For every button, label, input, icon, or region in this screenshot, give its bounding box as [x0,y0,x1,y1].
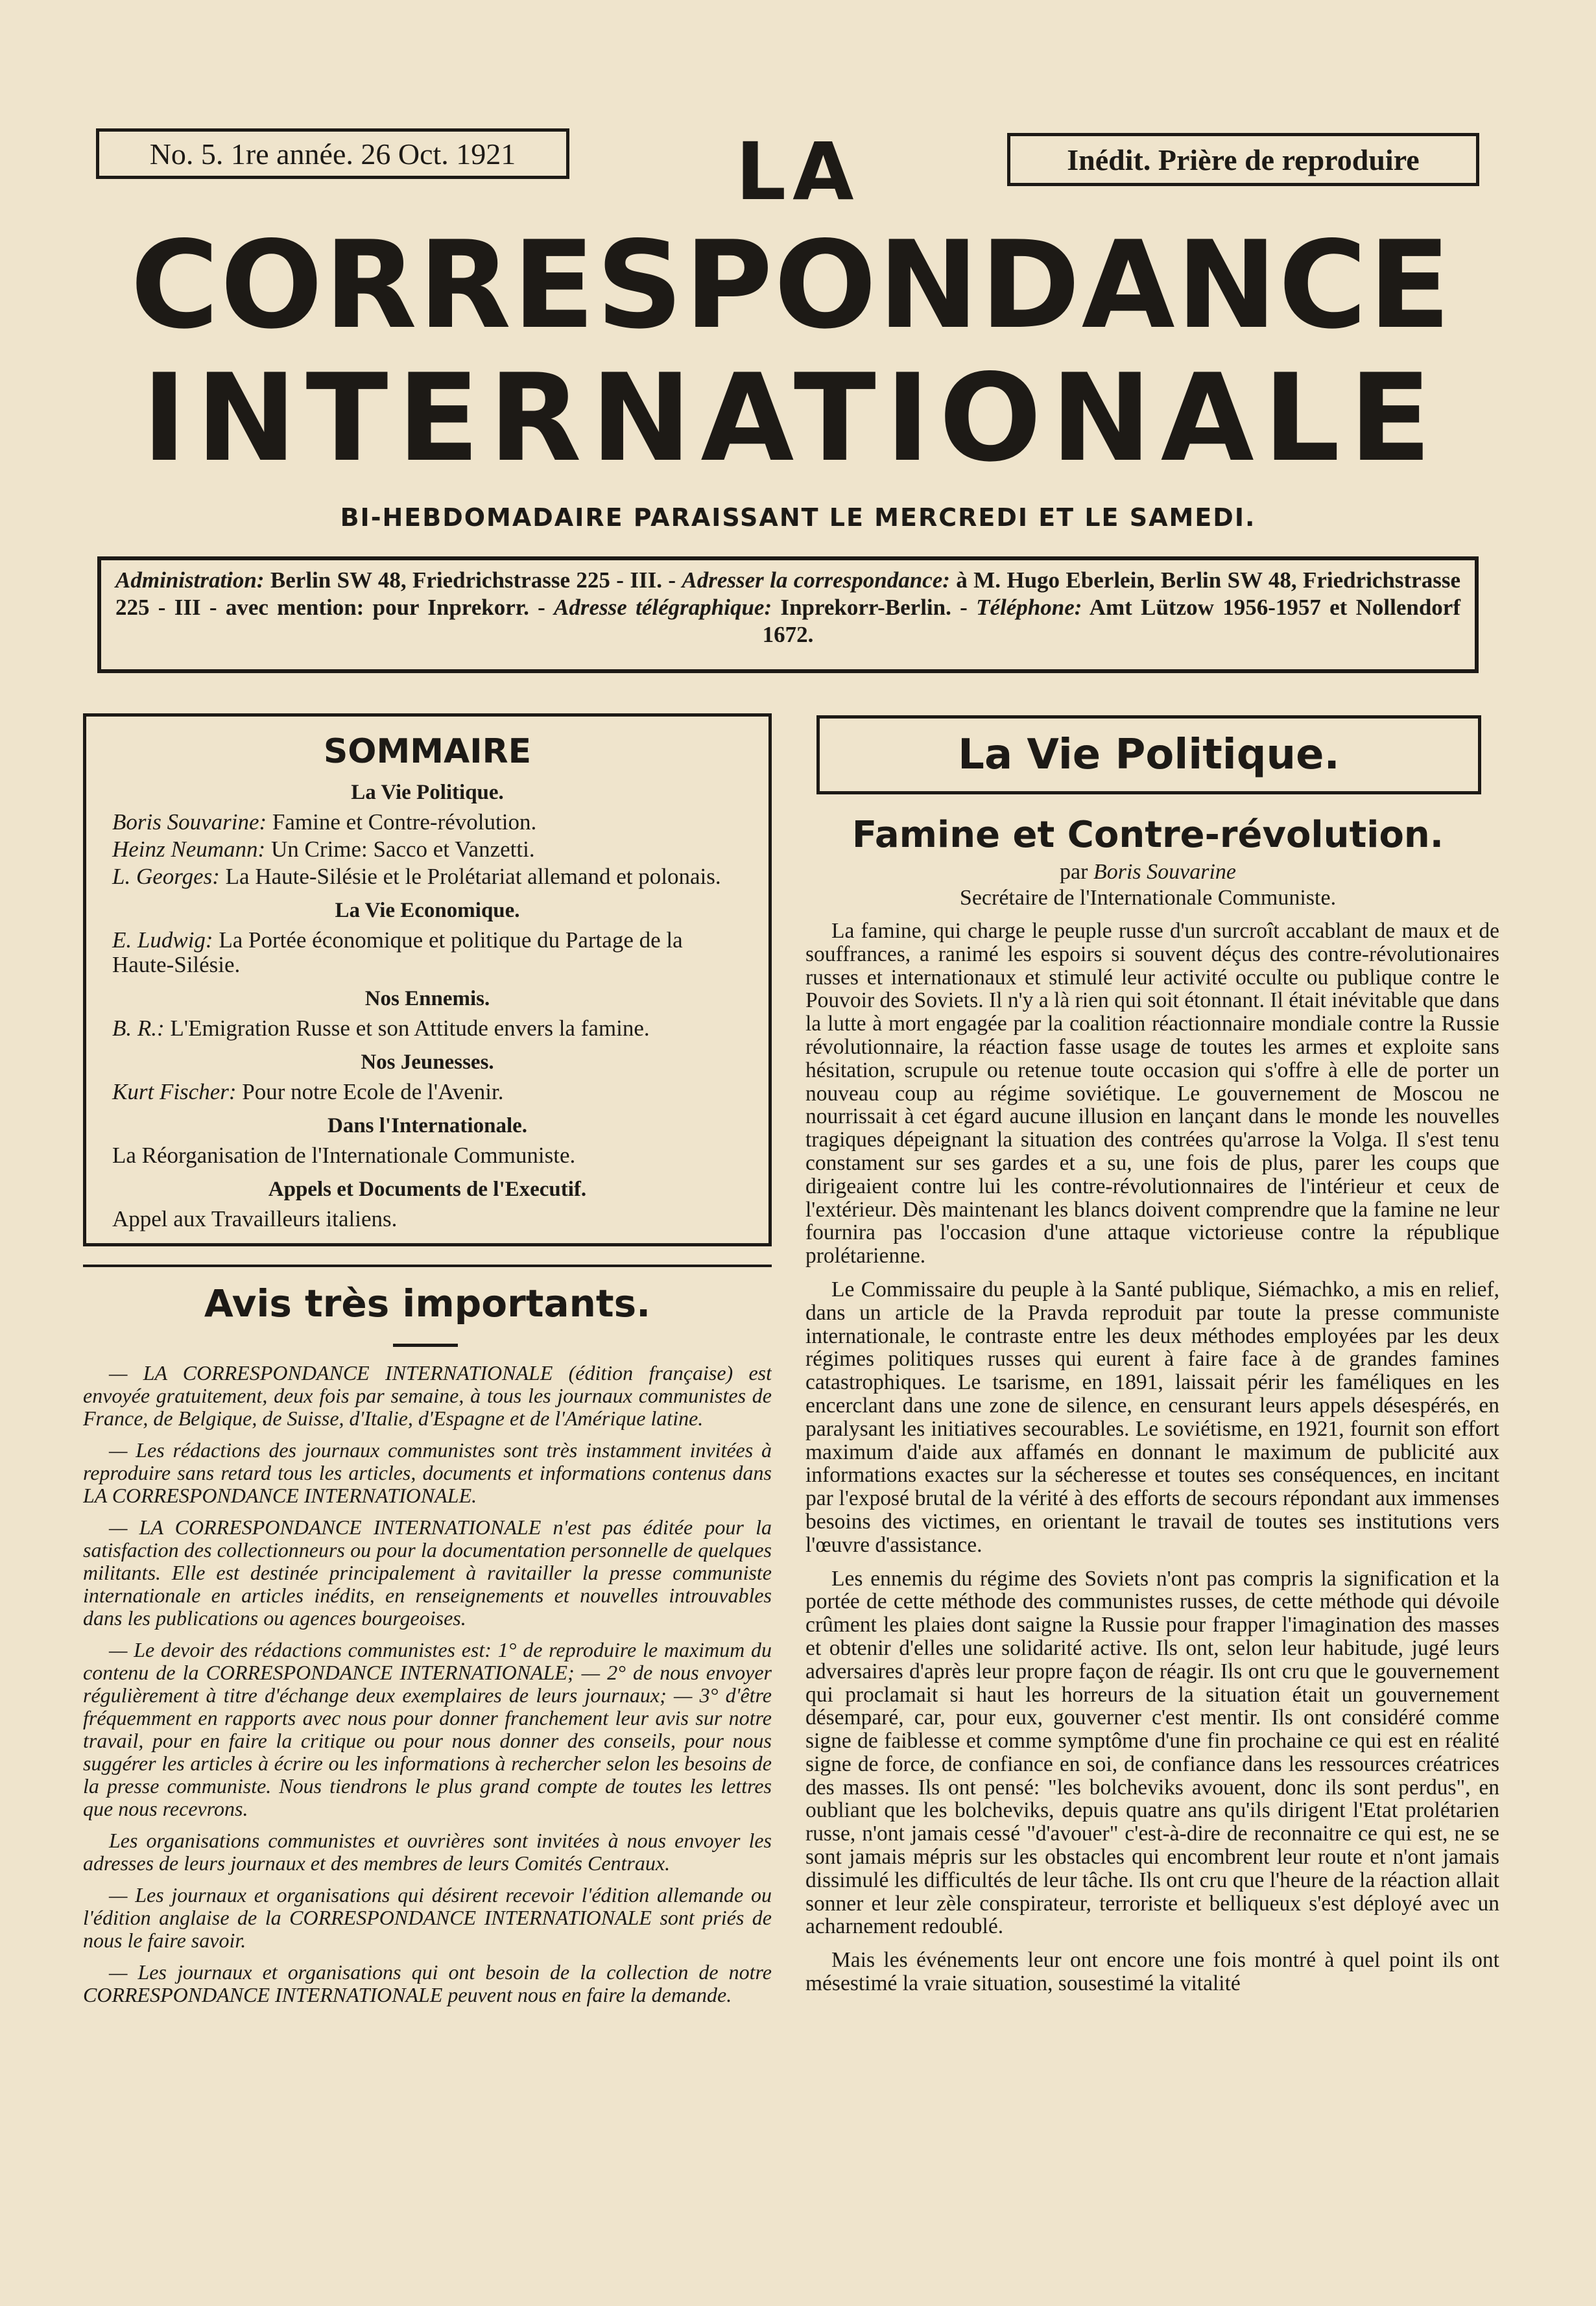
sommaire-item [112,1080,743,1104]
article-paragraph: Les ennemis du régime des Soviets n'ont pas compris la signification et la portée de cette méthode des communistes russes, de cette méthode qui dévoile crûment les plaies dont saigne la Russie pour frapper l'imagination des masses et obtenir d'elles une solidarité active. Ils ont, selon leur habitude, jugé leurs adversaires d'après leur propre façon de réagir. Ils ont cru que le gouvernement qui proclamait si haut les horreurs de la situation était un gouvernement désemparé, car, pour eux, gouverner c'est mentir. Ils ont considéré comme signe de faiblesse et comme symptôme d'une fin prochaine ce qui est en réalité signe de force, de confiance en soi, de confiance dans les ressources créatrices des masses. Ils ont pensé: "les bolcheviks avouent, donc ils sont perdus", en oubliant que les bolcheviks, depuis quatre ans qu'ils dirigent l'Etat prolétarien russe, n'ont jamais cessé "d'avouer" c'est-à-dire de reconnaitre ce qui est, ne se sont jamais mépris sur les obstacles qui encombrent leur route et n'ont jamais dissimulé les difficultés de leur tâche. Ils ont cru que l'heure de la réaction allait sonner et leur zèle conspirateur, terroriste et belliqueux s'est déployé avec un acharnement redoublé. [805,1566,1499,1939]
sommaire-item-title: La Réorganisation de l'Internationale Communiste. [112,1143,576,1168]
sommaire-item [112,1207,743,1231]
sommaire-item-title: Appel aux Travailleurs italiens. [112,1206,398,1231]
avis-paragraph: — Les rédactions des journaux communistes sont très instamment invitées à reproduire sans retard tous les articles, documents et informations contenus dans LA CORRESPONDANCE INTERNATIONALE. [83,1438,772,1507]
sommaire-item [112,928,743,977]
sommaire-item-author: Boris Souvarine: [112,809,267,835]
sommaire-item-title: Pour notre Ecole de l'Avenir. [236,1079,504,1104]
avis-title-dash [393,1344,458,1347]
masthead-line-1: CORRESPONDANCE [130,215,1452,355]
article-paragraph: Le Commissaire du peuple à la Santé publique, Siémachko, a mis en relief, dans un article de la Pravda reproduit par toute la presse communiste internationale, le contraste entre les deux méthodes employées par les deux régimes politiques russes qui eurent à faire face à de grandes famines catastrophiques. Le tsarisme, en 1891, laissait périr les faméliques en les encerclant dans une zone de silence, en censurant leurs appels désespérés, en paralysant les initiatives secourables. Le soviétisme, en 1921, fournit son effort maximum d'aide aux affamés en donnant le maximum de publicité aux informations exactes sur la sécheresse et toutes ses conséquences, en incitant par l'exposé brutal de la vérité à des efforts de secours répondant aux immenses besoins des victimes, en orientant le travail de toutes ses institutions vers l'œuvre d'assistance. [805,1277,1499,1557]
admin-label: Administration: [115,567,265,593]
sommaire-item [112,864,743,889]
sommaire-item-author: Kurt Fischer: [112,1079,237,1104]
section-heading-box [816,715,1481,794]
byline-role: Secrétaire de l'Internationale Communiste. [959,886,1337,910]
sommaire-item [112,1016,743,1041]
sommaire-section-heading: Dans l'Internationale. [327,1114,528,1137]
avis-paragraph: — Le devoir des rédactions communistes est: 1° de reproduire le maximum du contenu de la CORRESPONDANCE INTERNATIONALE; — 2° de nous envoyer régulièrement à titre d'échange deux exemplaires de leurs journaux; — 3° d'être fréquemment en rapports avec nous pour donner franchement leur avis sur notre travail, pour en faire la critique ou pour nous donner des conseils, pour nous suggérer les articles à écrire ou les informations à rechercher selon les besoins de la presse communiste. Nous tiendrons le plus grand compte de toutes les lettres que nous recevrons. [83,1638,772,1820]
sommaire-item-author: E. Ludwig: [112,927,213,953]
avis-paragraph: — Les journaux et organisations qui ont besoin de la collection de notre CORRESPONDANCE INTERNATIONALE peuvent nous en faire la demande. [83,1960,772,2006]
sommaire-sections [112,780,743,1231]
sommaire-section-heading: Appels et Documents de l'Executif. [268,1178,587,1201]
sommaire-box [83,713,772,1246]
avis-paragraph: Les organisations communistes et ouvrières sont invitées à nous envoyer les adresses de leurs journaux et des membres de leurs Comités Centraux. [83,1829,772,1875]
correspondence-label: Adresser la correspondance: [682,567,950,593]
sommaire-item-title: La Portée économique et politique du Partage de la Haute-Silésie. [112,927,683,977]
article-title: Famine et Contre-révolution. [852,814,1444,856]
sommaire-item [112,1143,743,1168]
phone-number: Amt Lützow 1956-1957 et Nollendorf 1672. [762,595,1460,647]
masthead-article: LA [735,126,861,218]
correspondence-address: à M. Hugo Eberlein, Berlin SW 48, Friedrichstrasse 225 - III - avec mention: pour Inprekorr. - [115,567,1460,620]
sommaire-item-author: L. Georges: [112,864,220,889]
phone-label: Téléphone: [976,595,1082,620]
admin-address: Berlin SW 48, Friedrichstrasse 225 - III. - [264,567,682,593]
sommaire-item-title: La Haute-Silésie et le Prolétariat allemand et polonais. [219,864,721,889]
sommaire-section-heading: Nos Jeunesses. [361,1051,494,1074]
article-byline [801,859,1495,911]
masthead-tagline: BI-HEBDOMADAIRE PARAISSANT LE MERCREDI ET LE SAMEDI. [340,503,1256,532]
avis-paragraph: — Les journaux et organisations qui désirent recevoir l'édition allemande ou l'édition anglaise de la CORRESPONDANCE INTERNATIONALE sont priés de nous le faire savoir. [83,1883,772,1952]
byline-par: par [1060,860,1093,884]
sommaire-item-title: Famine et Contre-révolution. [267,809,537,835]
article-body [805,920,1499,2217]
sommaire-item-author: B. R.: [112,1016,165,1041]
avis-title: Avis très importants. [204,1281,651,1325]
sommaire-item-title: Un Crime: Sacco et Vanzetti. [265,837,535,862]
sommaire-item [112,810,743,835]
issue-info: No. 5. 1re année. 26 Oct. 1921 [149,137,516,171]
administration-box [97,556,1479,673]
avis-paragraph: — LA CORRESPONDANCE INTERNATIONALE n'est pas éditée pour la satisfaction des collectionneurs ou pour la documentation personnelle de quelques militants. Elle est destinée principalement à ravitailler la presse communiste internationale en articles inédits, en renseignements et nouvelles introuvables dans les publications ou agences bourgeoises. [83,1516,772,1630]
article-paragraph: La famine, qui charge le peuple russe d'un surcroît accablant de maux et de souffrances, a ranimé les espoirs si souvent déçus des contre-révolutionaires russes et internationaux et stimulé leur activité occulte ou publique contre le Pouvoir des Soviets. Il n'y a là rien qui soit étonnant. Il était inévitable que dans la lutte à mort engagée par la coalition réactionnaire mondiale contre la Russie révolutionnaire, la réaction fasse usage de toutes les armes et exploite sans hésitation, scrupule ou retenue toute occasion qui s'offre à elle de porter un nouveau coup au régime soviétique. Le gouvernement de Moscou ne nourrissait à cet égard aucune illusion en lançant dans le monde les nouvelles tragiques dépeignant la situation des contrées qu'arrose la Volga. Il s'est tenu constament sur ses gardes et a su, une fois de plus, parer les coups que dirigeaient contre lui les contre-révolutionnaires de l'intérieur et ceux de l'extérieur. Dès maintenant les blancs doivent comprendre que la famine ne leur fournira pas l'occasion d'une attaque victorieuse contre la république prolétarienne. [805,920,1499,1268]
sommaire-section-heading: Nos Ennemis. [364,987,490,1010]
sommaire-item [112,837,743,862]
column-divider-rule [83,1265,772,1267]
sommaire-section-heading: La Vie Politique. [351,781,504,804]
reproduction-notice: Inédit. Prière de reproduire [1067,143,1420,176]
byline-author: Boris Souvarine [1093,860,1236,884]
telegraph-address: Inprekorr-Berlin. - [772,595,977,620]
section-heading: La Vie Politique. [958,731,1340,779]
sommaire-item-author: Heinz Neumann: [112,837,266,862]
sommaire-section-heading: La Vie Economique. [335,899,520,922]
sommaire-title: SOMMAIRE [323,732,532,771]
sommaire-item-title: L'Emigration Russe et son Attitude envers la famine. [164,1016,650,1041]
masthead-line-2: INTERNATIONALE [141,348,1441,488]
avis-paragraph: — LA CORRESPONDANCE INTERNATIONALE (édition française) est envoyée gratuitement, deux fois par semaine, à tous les journaux communistes de France, de Belgique, de Suisse, d'Italie, d'Espagne et de l'Amérique latine. [83,1362,772,1430]
article-paragraph: Mais les événements leur ont encore une fois montré à quel point ils ont mésestimé la vraie situation, sousestimé la vitalité [805,1948,1499,1996]
telegraph-label: Adresse télégraphique: [554,595,772,620]
avis-text [83,1362,772,2244]
